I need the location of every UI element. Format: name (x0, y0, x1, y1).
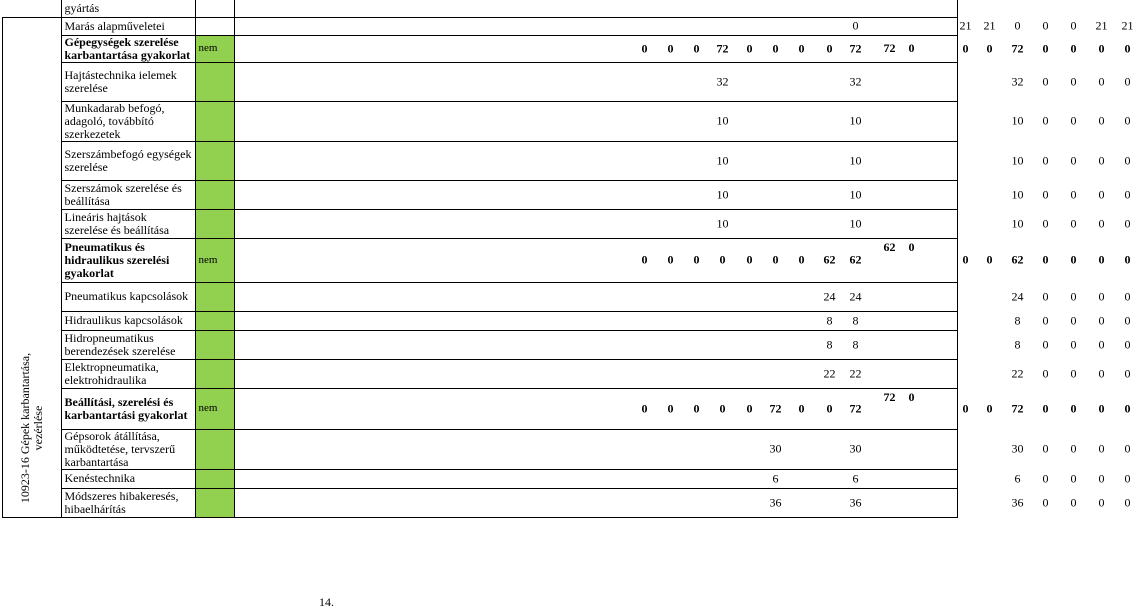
hours-value-t7: 0 (1124, 74, 1131, 88)
hours-value-c5: 0 (746, 252, 753, 267)
hours-value-t5: 0 (1070, 187, 1077, 201)
module-label: 10923-16 Gépek karbantartása, vezérlése (18, 353, 45, 504)
hours-cell (234, 311, 1131, 330)
hours-value-c3: 0 (693, 252, 700, 267)
row-label: Munkadarab befogó, adagoló, továbbító szerkezetek (61, 101, 195, 141)
hours-value-t4: 0 (1042, 187, 1049, 201)
status-cell (195, 209, 234, 238)
hours-cell (234, 282, 1131, 311)
hours-value-t6: 0 (1098, 313, 1105, 327)
hours-value-t7: 0 (1124, 495, 1131, 509)
hours-value-c4: 32 (716, 74, 729, 88)
hours-value-t6: 0 (1098, 401, 1105, 415)
row-label: Lineáris hajtások szerelése és beállítása (61, 209, 195, 238)
hours-value-c8: 22 (823, 366, 836, 380)
table-row (3, 429, 958, 469)
hours-value-c8: 24 (823, 289, 836, 303)
row-label: Gépegységek szerelése karbantartása gyakorlat (61, 35, 195, 62)
hours-value-t6: 0 (1098, 113, 1105, 128)
hours-value-t7: 0 (1124, 289, 1131, 303)
hours-value-c9: 22 (849, 366, 862, 380)
status-cell (195, 429, 234, 469)
hours-value-t6: 0 (1098, 337, 1105, 351)
status-cell (195, 359, 234, 388)
hours-cell (234, 141, 1131, 180)
row-label: Hidropneumatikus berendezések szerelése (61, 330, 195, 359)
hours-cell (234, 180, 1131, 209)
hours-value-t6: 0 (1098, 41, 1105, 55)
hours-value-c5: 0 (746, 41, 753, 55)
hours-value-t7: 0 (1124, 337, 1131, 351)
hours-value-c9: 24 (849, 289, 862, 303)
hours-value-c4: 0 (719, 252, 726, 267)
hours-value-t7: 0 (1124, 401, 1131, 415)
status-flag: nem (198, 253, 218, 266)
hours-value-t5: 0 (1070, 18, 1077, 33)
status-flag: nem (198, 42, 218, 54)
hours-value-t4: 0 (1042, 495, 1049, 509)
hours-value-t6: 0 (1098, 289, 1105, 303)
hours-value-n2: 0 (908, 40, 915, 55)
hours-value-t3: 8 (1014, 313, 1021, 327)
hours-value-t4: 0 (1042, 313, 1049, 327)
hours-value-t4: 0 (1042, 366, 1049, 380)
hours-value-t6: 0 (1098, 153, 1105, 167)
hours-value-t5: 0 (1070, 366, 1077, 380)
table-row (3, 469, 958, 488)
hours-value-t3: 8 (1014, 337, 1021, 351)
row-label: Kenéstechnika (61, 469, 195, 488)
hours-value-c8: 0 (826, 41, 833, 55)
hours-value-t6: 21 (1095, 18, 1108, 33)
hours-value-t6: 0 (1098, 471, 1105, 485)
hours-value-c9: 10 (849, 113, 862, 128)
hours-value-t5: 0 (1070, 41, 1077, 55)
hours-value-c9: 62 (849, 252, 862, 267)
hours-value-t3: 10 (1011, 113, 1024, 128)
hours-value-c6: 0 (772, 41, 779, 55)
hours-value-t4: 0 (1042, 153, 1049, 167)
hours-cell (234, 35, 1131, 62)
hours-cell (234, 62, 1131, 101)
table-row (3, 330, 958, 359)
status-cell (195, 101, 234, 141)
hours-value-t3: 62 (1011, 252, 1024, 267)
hours-value-t5: 0 (1070, 495, 1077, 509)
hours-value-t3: 32 (1011, 74, 1024, 88)
hours-value-t4: 0 (1042, 18, 1049, 33)
hours-value-t5: 0 (1070, 252, 1077, 267)
hours-value-c4: 0 (719, 401, 726, 415)
table-row (3, 180, 958, 209)
hours-value-n1: 62 (883, 239, 896, 254)
hours-value-t4: 0 (1042, 337, 1049, 351)
hours-value-c6: 0 (772, 252, 779, 267)
row-label: Pneumatikus és hidraulikus szerelési gyakorlat (61, 238, 195, 282)
status-cell (195, 469, 234, 488)
hours-value-t3: 22 (1011, 366, 1024, 380)
table-row (3, 488, 958, 517)
table-row (3, 388, 958, 429)
hours-value-t1: 0 (962, 401, 969, 415)
module-label-cell (3, 17, 62, 517)
hours-value-c7: 0 (798, 41, 805, 55)
hours-value-t4: 0 (1042, 113, 1049, 128)
hours-value-c9: 10 (849, 153, 862, 167)
hours-value-n1: 72 (883, 40, 896, 55)
hours-value-t3: 0 (1014, 18, 1021, 33)
hours-value-c9: 10 (849, 216, 862, 230)
row-label: Elektropneumatika, elektrohidraulika (61, 359, 195, 388)
hours-value-c9: 72 (849, 41, 862, 55)
row-label: Hajtástechnika ielemek szerelése (61, 62, 195, 101)
hours-value-c1: 0 (641, 252, 648, 267)
hours-cell (234, 388, 1131, 429)
hours-value-t5: 0 (1070, 313, 1077, 327)
hours-cell (234, 469, 1131, 488)
row-label: Pneumatikus kapcsolások (61, 282, 195, 311)
hours-value-t4: 0 (1042, 401, 1049, 415)
row-label: Marás alapműveletei (61, 17, 195, 35)
table-row (3, 311, 958, 330)
hours-value-c8: 62 (823, 252, 836, 267)
hours-cell (234, 101, 1131, 141)
hours-value-t1: 21 (959, 18, 972, 33)
status-cell (195, 238, 234, 282)
hours-value-c3: 0 (693, 41, 700, 55)
table-row (3, 35, 958, 62)
table-row (3, 209, 958, 238)
hours-value-t3: 6 (1014, 471, 1021, 485)
hours-value-t5: 0 (1070, 113, 1077, 128)
row-label: gyártás (61, 0, 195, 17)
table-row (3, 238, 958, 282)
hours-value-t4: 0 (1042, 289, 1049, 303)
hours-value-n2: 0 (908, 239, 915, 254)
row-label: Hidraulikus kapcsolások (61, 311, 195, 330)
hours-value-t4: 0 (1042, 41, 1049, 55)
hours-value-t3: 72 (1011, 41, 1024, 55)
hours-value-c5: 0 (746, 401, 753, 415)
hours-value-c4: 10 (716, 216, 729, 230)
hours-value-t7: 0 (1124, 313, 1131, 327)
hours-value-t6: 0 (1098, 366, 1105, 380)
row-label: Gépsorok átállítása, működtetése, tervszerű karbantartása (61, 429, 195, 469)
hours-value-t5: 0 (1070, 441, 1077, 456)
status-cell (195, 17, 234, 35)
hours-value-t5: 0 (1070, 74, 1077, 88)
hours-value-c9: 8 (852, 313, 859, 327)
hours-value-t3: 24 (1011, 289, 1024, 303)
hours-value-t7: 21 (1121, 18, 1134, 33)
hours-value-t5: 0 (1070, 401, 1077, 415)
hours-value-c9: 10 (849, 187, 862, 201)
hours-value-c9: 6 (852, 471, 859, 485)
hours-value-t7: 0 (1124, 113, 1131, 128)
table-row (3, 359, 958, 388)
hours-value-t7: 0 (1124, 153, 1131, 167)
status-flag: nem (198, 402, 218, 414)
hours-value-t5: 0 (1070, 471, 1077, 485)
hours-value-t6: 0 (1098, 441, 1105, 456)
hours-value-c1: 0 (641, 401, 648, 415)
hours-value-c6: 30 (769, 441, 782, 456)
hours-value-c9: 0 (852, 18, 859, 33)
page-number: 14. (319, 595, 334, 609)
status-cell (195, 388, 234, 429)
hours-value-c9: 36 (849, 495, 862, 509)
row-label: Szerszámok szerelése és beállítása (61, 180, 195, 209)
hours-value-t6: 0 (1098, 252, 1105, 267)
hours-value-c2: 0 (667, 252, 674, 267)
hours-value-t6: 0 (1098, 216, 1105, 230)
hours-value-c6: 72 (769, 401, 782, 415)
hours-value-t2: 0 (986, 41, 993, 55)
row-label: Beállítási, szerelési és karbantartási gyakorlat (61, 388, 195, 429)
hours-value-n2: 0 (908, 389, 915, 404)
hours-value-t5: 0 (1070, 337, 1077, 351)
hours-value-c9: 8 (852, 337, 859, 351)
hours-value-t6: 0 (1098, 74, 1105, 88)
hours-cell (234, 238, 1131, 282)
table-row (3, 141, 958, 180)
row-label: Módszeres hibakeresés, hibaelhárítás (61, 488, 195, 517)
table-row (3, 282, 958, 311)
hours-value-c9: 32 (849, 74, 862, 88)
hours-value-t5: 0 (1070, 289, 1077, 303)
hours-value-c4: 10 (716, 113, 729, 128)
hours-value-t3: 36 (1011, 495, 1024, 509)
hours-value-c1: 0 (641, 41, 648, 55)
hours-value-c9: 30 (849, 441, 862, 456)
status-cell (195, 35, 234, 62)
hours-value-t5: 0 (1070, 216, 1077, 230)
hours-value-t7: 0 (1124, 471, 1131, 485)
hours-value-c2: 0 (667, 41, 674, 55)
hours-value-t1: 0 (962, 41, 969, 55)
hours-value-c4: 10 (716, 187, 729, 201)
hours-value-c8: 0 (826, 401, 833, 415)
hours-value-t5: 0 (1070, 153, 1077, 167)
status-cell (195, 330, 234, 359)
hours-value-t7: 0 (1124, 41, 1131, 55)
hours-value-t3: 72 (1011, 401, 1024, 415)
status-cell (195, 488, 234, 517)
hours-value-t3: 10 (1011, 216, 1024, 230)
hours-value-t6: 0 (1098, 187, 1105, 201)
hours-value-t2: 0 (986, 252, 993, 267)
status-cell (195, 141, 234, 180)
hours-value-t3: 10 (1011, 187, 1024, 201)
hours-value-c4: 72 (716, 41, 729, 55)
hours-value-c3: 0 (693, 401, 700, 415)
hours-value-t7: 0 (1124, 187, 1131, 201)
hours-value-t2: 0 (986, 401, 993, 415)
table-row (3, 17, 958, 35)
hours-value-c9: 72 (849, 401, 862, 415)
status-cell (195, 180, 234, 209)
table-row (3, 101, 958, 141)
hours-cell (234, 488, 1131, 517)
hours-cell (234, 429, 1131, 469)
hours-cell (234, 17, 1134, 35)
hours-value-t4: 0 (1042, 471, 1049, 485)
curriculum-table (2, 0, 1134, 518)
hours-value-c2: 0 (667, 401, 674, 415)
hours-value-t3: 10 (1011, 153, 1024, 167)
hours-cell (234, 330, 1131, 359)
hours-value-t2: 21 (983, 18, 996, 33)
hours-value-t7: 0 (1124, 441, 1131, 456)
hours-value-t3: 30 (1011, 441, 1024, 456)
hours-value-c7: 0 (798, 252, 805, 267)
hours-value-t4: 0 (1042, 74, 1049, 88)
hours-value-n1: 72 (883, 389, 896, 404)
hours-value-c6: 6 (772, 471, 779, 485)
hours-value-t1: 0 (962, 252, 969, 267)
hours-cell (234, 209, 1131, 238)
hours-value-t7: 0 (1124, 366, 1131, 380)
table-row (3, 0, 958, 17)
hours-value-c4: 10 (716, 153, 729, 167)
hours-value-t7: 0 (1124, 252, 1131, 267)
status-cell (195, 282, 234, 311)
hours-value-t4: 0 (1042, 441, 1049, 456)
hours-value-t4: 0 (1042, 252, 1049, 267)
hours-value-t4: 0 (1042, 216, 1049, 230)
hours-value-c6: 36 (769, 495, 782, 509)
hours-cell (234, 359, 1131, 388)
hours-value-t6: 0 (1098, 495, 1105, 509)
hours-value-c7: 0 (798, 401, 805, 415)
status-cell (195, 62, 234, 101)
hours-value-t7: 0 (1124, 216, 1131, 230)
hours-value-c8: 8 (826, 313, 833, 327)
status-cell (195, 311, 234, 330)
hours-value-c8: 8 (826, 337, 833, 351)
table-row (3, 62, 958, 101)
row-label: Szerszámbefogó egységek szerelése (61, 141, 195, 180)
